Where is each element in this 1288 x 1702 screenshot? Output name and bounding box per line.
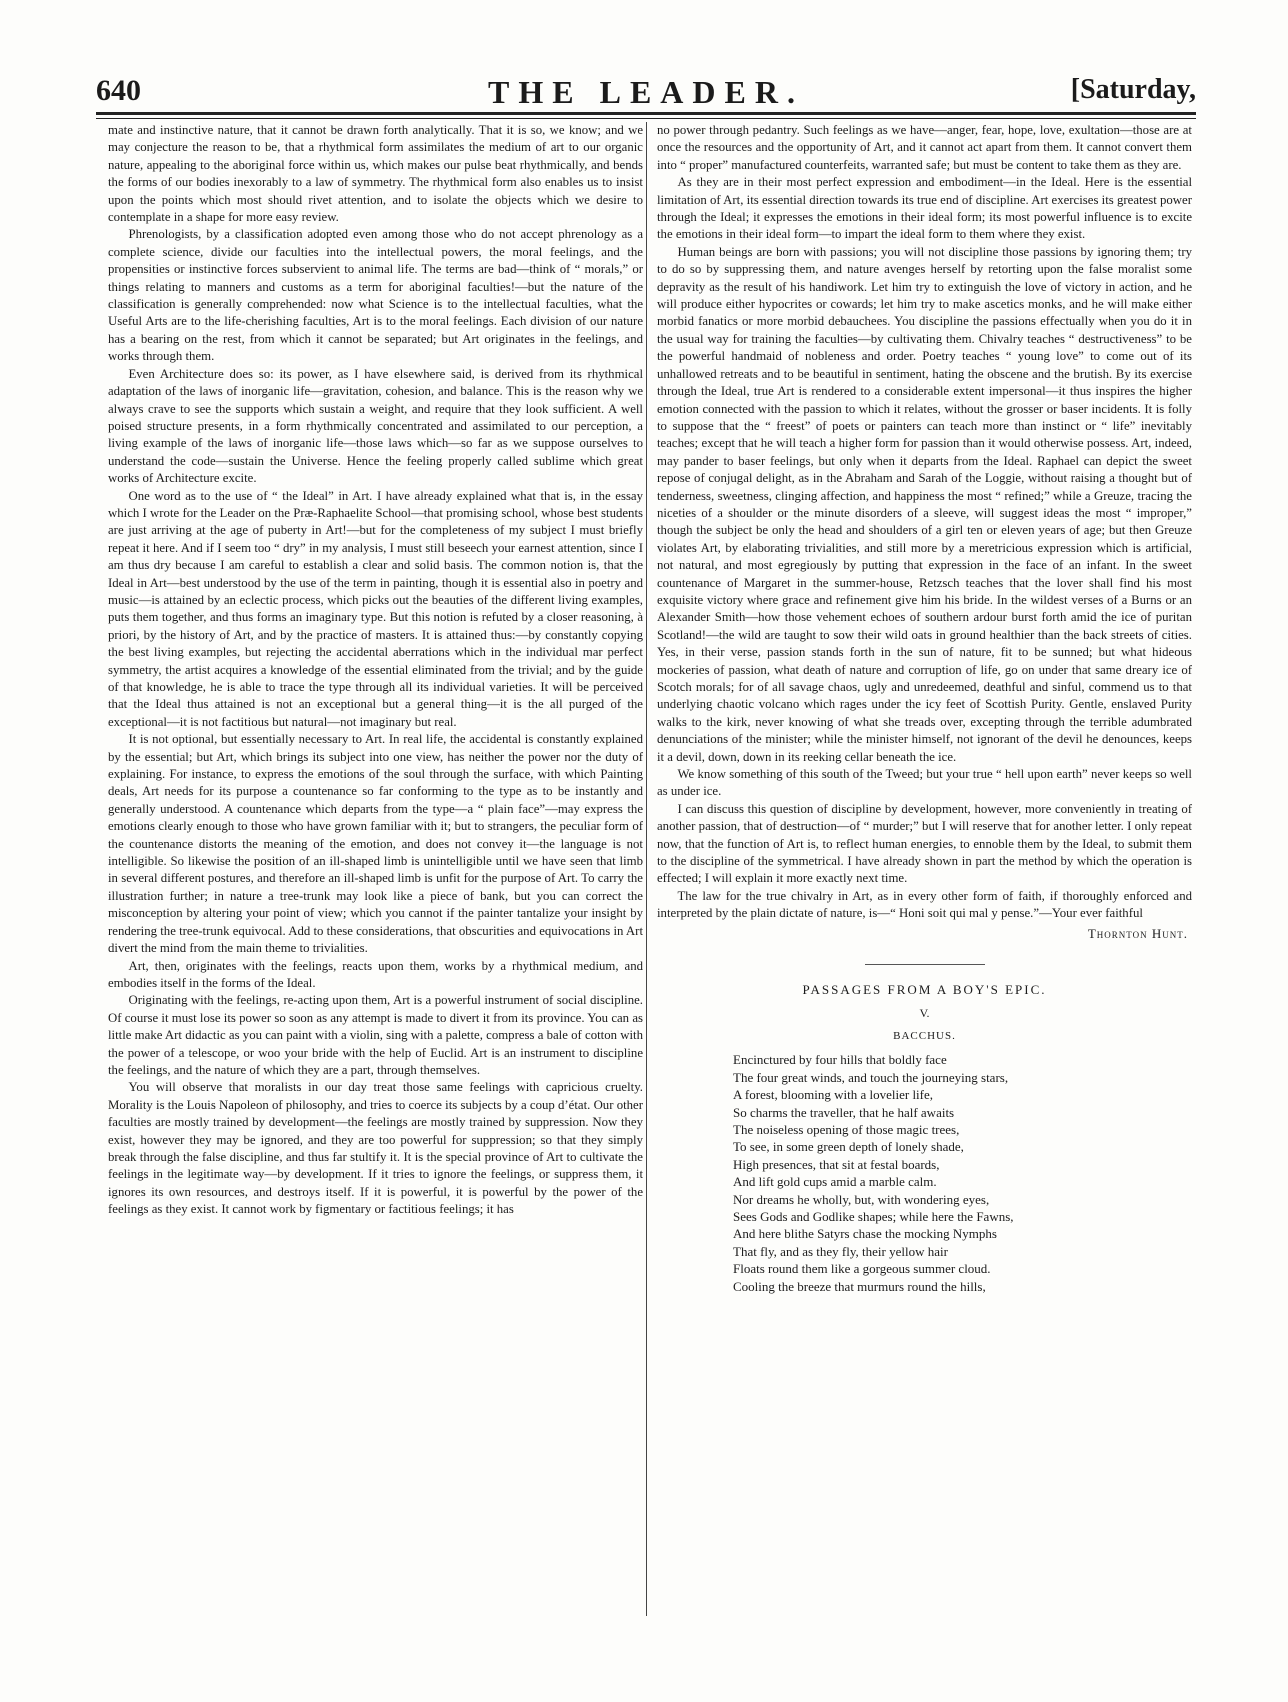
page-number: 640 — [96, 74, 141, 107]
paragraph: As they are in their most perfect expression and embodiment—in the Ideal. Here is the essential limitation of Art, its essential direction towards its true end of discipline. Art exercises its greatest power through the Ideal; it expresses the emotions in their ideal form; its most powerful influence is to excite the emotions in their ideal form—to impart the ideal form to them where they exist. — [657, 175, 1192, 242]
left-column — [108, 122, 643, 1219]
paragraph: no power through pedantry. Such feelings as we have—anger, fear, hope, love, exultation—those are at once the resources and the opportunity of Art, and it cannot act apart from them. It cannot convert them into “ proper” manufactured counterfeits, warranted safe; but must be content to take them as they are. — [657, 123, 1192, 172]
paragraph: mate and instinctive nature, that it cannot be drawn forth analytically. That it is so, we know; and we may conjecture the reason to be, that a rhythmical form assimilates the medium of art to our organic nature, appealing to the aboriginal force within us, which makes our pulse beat rhythmically, and bends the forms of our bodies inexorably to a law of symmetry. The rhythmical form also enables us to insist upon the points which most should rivet attention, and to isolate the objects which we desire to contemplate in a shape for more easy review. — [108, 123, 643, 225]
column-divider — [646, 122, 647, 1616]
section-title: PASSAGES FROM A BOY'S EPIC. — [802, 982, 1047, 998]
paragraph: The law for the true chivalry in Art, as in every other form of faith, if thoroughly enforced and interpreted by the plain dictate of nature, is—“ Honi soit qui mal y pense.”—Your ever faithful — [657, 888, 1192, 921]
poem-line: And lift gold cups amid a marble calm. — [733, 1174, 937, 1190]
poem-line: That fly, and as they fly, their yellow hair — [733, 1243, 948, 1259]
right-column — [657, 122, 1192, 1295]
paragraph: You will observe that moralists in our day treat those same feelings with capricious cruelty. Morality is the Louis Napoleon of philosophy, and tries to coerce its subjects by a coup d’état. Our other faculties are mostly trained by development—the feelings are mostly trained by suppression. Now they exist, however they may be ignored, and they are too powerful for suppression; so that they simply break through the false discipline, and thus far stultify it. It is the special province of Art to cultivate the feelings in the legitimate way—by development. If it tries to ignore the feelings, or suppress them, it ignores its own resources, and destroys itself. If it is powerful, it is powerful by the power of the feelings as they exist. It cannot work by figmentary or factitious feelings; it has — [108, 1080, 643, 1217]
poem-line: A forest, blooming with a lovelier life, — [733, 1087, 934, 1103]
poem-line: Floats round them like a gorgeous summer cloud. — [733, 1261, 991, 1277]
paragraph: It is not optional, but essentially necessary to Art. In real life, the accidental is constantly explained by the essential; but Art, which brings its subject into one view, has neither the power nor the duty of explaining. For instance, to express the emotions of the soul through the surface, with which Painting deals, Art needs for its purpose a countenance so far conforming to the type as to be instantly and generally understood. A countenance which departs from the type—a “ plain face”—may express the emotions clearly enough to those who have grown familiar with it; but to strangers, the peculiar form of the countenance distorts the meaning of the emotion, and does not convey it—the language is not intelligible. So likewise the position of an ill-shaped limb is unintelligible until we have seen that limb in several different postures, and therefore an ill-shaped limb is unfit for the purpose of Art. To carry the illustration further; in nature a tree-trunk may look like a piece of bank, but you can correct the misconception by altering your point of view; which you cannot if the painter tantalize your insight by rendering the tree-trunk equivocal. Add to these considerations, that obscurities and equivocations in Art divert the mind from the main theme to trivialities. — [108, 732, 643, 956]
poem-line: And here blithe Satyrs chase the mocking Nymphs — [733, 1226, 997, 1242]
author-signature: Thornton Hunt. — [1087, 925, 1188, 941]
poem-line: High presences, that sit at festal boards, — [733, 1156, 940, 1172]
paragraph: Originating with the feelings, re-acting upon them, Art is a powerful instrument of social discipline. Of course it must lose its power so soon as any attempt is made to divert it from its province. You can as little make Art didactic as you can paint with a violin, sing with a palette, compress a bale of cotton with the power of a telescope, or woo your bride with the help of Euclid. Art is an instrument to discipline the feelings, and the nature of which they are a part, through themselves. — [108, 993, 643, 1077]
poem-line: Cooling the breeze that murmurs round the hills, — [733, 1278, 986, 1294]
section-number: V. — [919, 1005, 930, 1020]
paragraph: One word as to the use of “ the Ideal” in Art. I have already explained what that is, in the essay which I wrote for the Leader on the Præ-Raphaelite School—that promising school, whose best students are just arriving at the age of puberty in Art!—but for the completeness of my subject I must briefly repeat it here. And if I seem too “ dry” in my analysis, I must still beseech your earnest attention, since I am thus dry because I am careful to establish a clear and solid basis. The common notion is, that the Ideal in Art—best understood by the use of the term in painting, though it is essential also in poetry and music—is attained by an eclectic process, which picks out the beauties of the different living examples, puts them together, and thus forms an imaginary type. But this notion is refuted by a closer reasoning, à priori, by the history of Art, and by the practice of masters. It is attained thus:—by constantly copying the best living examples, but rejecting the accidental aberrations which in the individual mar perfect symmetry, the artist acquires a knowledge of the essential eliminated from the trivial; and by the guide of that knowledge, he is able to trace the type through all its individual varieties. It will be perceived that the Ideal thus attained is not an exceptional but a general thing—it is the all purged of the exceptional—it is not factitious but natural—not imaginary but real. — [108, 488, 643, 729]
section-rule — [865, 964, 985, 965]
poem-line: To see, in some green depth of lonely shade, — [733, 1139, 964, 1155]
masthead-rule-thick — [96, 112, 1196, 115]
poem — [733, 1051, 1192, 1295]
issue-day: [Saturday, — [1070, 74, 1196, 105]
poem-line: Encinctured by four hills that boldly face — [733, 1052, 947, 1068]
poem-line: So charms the traveller, that he half awaits — [733, 1104, 955, 1120]
paragraph: Art, then, originates with the feelings, reacts upon them, works by a rhythmical medium, and embodies itself in the forms of the Ideal. — [108, 958, 643, 990]
paragraph: Even Architecture does so: its power, as I have elsewhere said, is derived from its rhythmical adaptation of the laws of inorganic life—gravitation, cohesion, and balance. This is the reason why we always crave to see the supports which sustain a weight, and require that they look sufficient. A well poised structure presents, in a form rhythmically concentrated and assimilated to our perception, a living example of the laws of inorganic life—those laws which—so far as we suppose ourselves to understand the code—sustain the Universe. Hence the feeling properly called sublime which great works of Architecture excite. — [108, 366, 643, 486]
paragraph: I can discuss this question of discipline by development, however, more conveniently in treating of another passion, that of destruction—of “ murder;” but I will reserve that for another letter. I only repeat now, that the function of Art is, to reflect human energies, to ennoble them by the Ideal, to submit them to the discipline of the symmetrical. I have already shown in part the method by which the operation is effected; I will explain it more exactly next time. — [657, 801, 1192, 886]
paragraph: Human beings are born with passions; you will not discipline those passions by ignoring them; try to do so by suppressing them, and nature avenges herself by retorting upon the false moralist some depravity as the result of his handiwork. Let him try to extinguish the love of victory in action, and he will produce either hypocrites or cowards; let him try to make ascetics monks, and he will make either morbid fanatics or more morbid debauchees. You discipline the passions effectually when you do it in the usual way for training the faculties—by cultivating them. Chivalry teaches “ destructiveness” to be the powerful handmaid of nobleness and order. Poetry teaches “ young love” to come out of its unhallowed retreats and to be beautiful in sentiment, hating the obscene and the brutish. By its exercise through the Ideal, true Art is rendered to a considerable extent impersonal—it thus inspires the higher emotion connected with the passion to which it relates, without the grosser or baser incidents. It is folly to suppose that the “ freest” of poets or painters can teach more than instinct or “ life” inevitably teaches; except that he will teach a higher form for passion than it would otherwise possess. Art, indeed, may pander to baser feelings, but only when it departs from the Ideal. Raphael can depict the sweet repose of conjugal delight, as in the Abraham and Sarah of the Loggie, without raising a thought but of tenderness, sweetness, clinging affection, and happiness the most “ refined;” while a Greuze, tracing the niceties of a shoulder or the minute disorders of a sleeve, will suggest ideas the most “ improper,” though the subject be only the head and shoulders of a girl ten or eleven years of age; but then Greuze violates Art, by elaborating trivialities, and still more by a meretricious expression which is artificial, not natural, and most egregiously by putting that expression in the face of an infant. In the sweet countenance of Margaret in the summer-house, Retzsch teaches that the lover shall find his most exquisite victory where grace and refinement give him his bride. In the wildest verses of a Burns or an Alexander Smith—how those vehement echoes of southern ardour burst forth amid the ice of puritan Scotland!—the wild are taught to sow their wild oats in ground healthier than the back streets of cities. Yes, in their verse, passion stands forth in the sun of nature, fit to be sunned; but what hideous mockeries of passion, what death of nature and corruption of life, go on under that same dreary ice of Scotch morals; for of all savage chaos, ugly and unredeemed, deathful and sinful, commend us to that underlying chaotic volcano which rages under the icy feet of Scottish Purity. Gentle, enslaved Purity walks to the kirk, never knowing of what she treads over, excepting through the terrible adumbrated denunciations of the minister; while the minister himself, not ignorant of the devil he denounces, keeps it a devil, down, down in its reeking cellar beneath the ice. — [657, 244, 1192, 764]
masthead — [96, 74, 1196, 114]
poem-line: The four great winds, and touch the journeying stars, — [733, 1069, 1009, 1085]
poem-line: Sees Gods and Godlike shapes; while here the Fawns, — [733, 1208, 1014, 1224]
masthead-rule-thin — [96, 118, 1196, 119]
paragraph: We know something of this south of the Tweed; but your true “ hell upon earth” never keeps so well as under ice. — [657, 767, 1192, 799]
newspaper-title: THE LEADER. — [488, 74, 804, 110]
poem-line: The noiseless opening of those magic trees, — [733, 1121, 960, 1137]
paragraph: Phrenologists, by a classification adopted even among those who do not accept phrenology as a complete science, divide our faculties into the intellectual powers, the moral feelings, and the propensities or instinctive forces subservient to animal life. The terms are bad—think of “ morals,” or things relating to manners and customs as a term for aboriginal faculties!—but the nature of the classification is generally comprehended: now what Science is to the intellectual faculties, what the Useful Arts are to the life-cherishing faculties, Art is to the moral feelings. Each division of our nature has a bearing on the rest, from which it cannot be separated; but Art originates in the feelings, and works through them. — [108, 227, 643, 364]
section-subtitle: BACCHUS. — [893, 1029, 956, 1042]
poem-line: Nor dreams he wholly, but, with wondering eyes, — [733, 1191, 990, 1207]
